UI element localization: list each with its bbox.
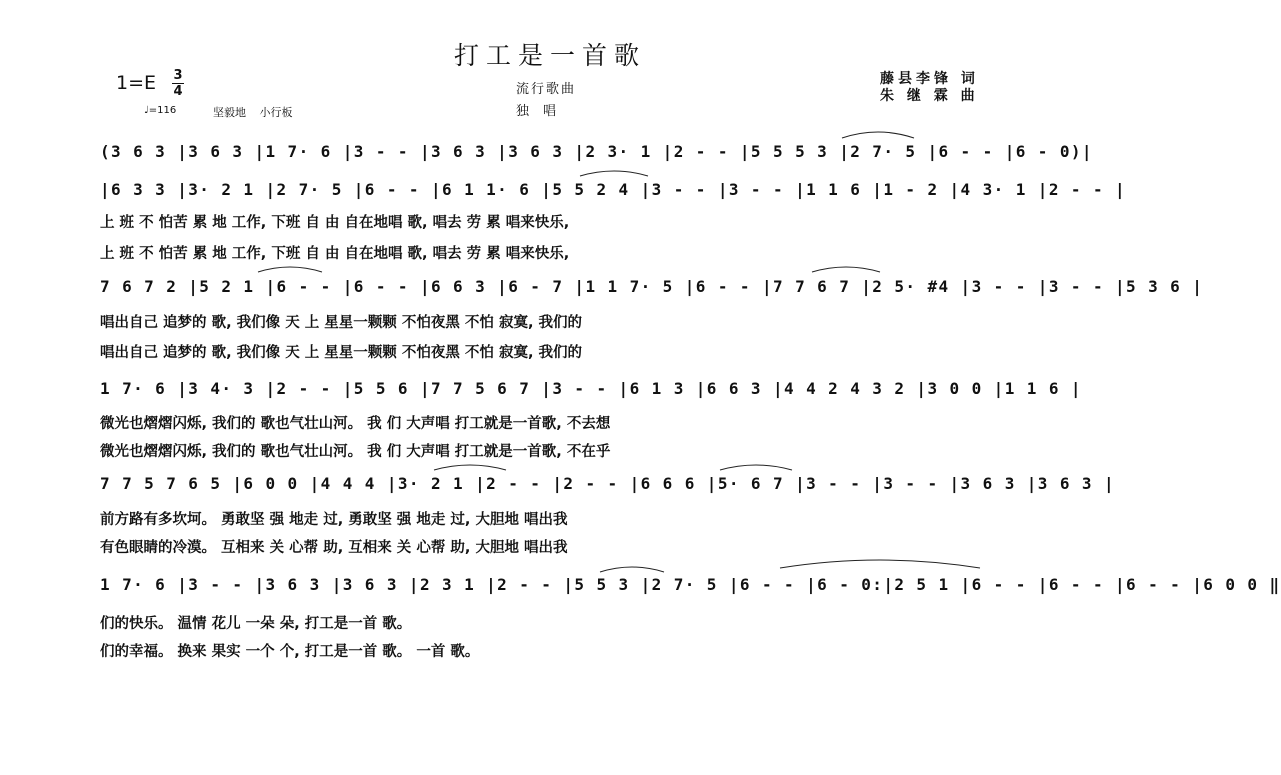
notation-line-4: 1 7· 6 |3 4· 3 |2 - - |5 5 6 |7 7 5 6 7 |3 - - |6 1 3 |6 6 3 |4 4 2 4 3 2 |3 0 0 |1 1 6 |	[100, 379, 1082, 398]
time-signature-bottom: 4	[173, 84, 183, 99]
notation-line-2: |6 3 3 |3· 2 1 |2 7· 5 |6 - - |6 1 1· 6 |5 5 2 4 |3 - - |3 - - |1 1 6 |1 - 2 |4 3· 1 |2 - - |	[100, 180, 1127, 199]
lyric-line-4-verse-1: 微光也熠熠闪烁, 我们的 歌也气壮山河。 我 们 大声唱 打工就是一首歌, 不去想	[100, 416, 611, 432]
lyric-line-4-verse-2: 微光也熠熠闪烁, 我们的 歌也气壮山河。 我 们 大声唱 打工就是一首歌, 不在乎	[100, 444, 611, 460]
lyric-line-3-verse-1: 唱出自己 追梦的 歌, 我们像 天 上 星星一颗颗 不怕夜黑 不怕 寂寞, 我们的	[100, 315, 582, 331]
slur-mark	[580, 171, 648, 176]
notation-line-6: 1 7· 6 |3 - - |3 6 3 |3 6 3 |2 3 1 |2 - - |5 5 3 |2 7· 5 |6 - - |6 - 0:|2 5 1 |6 - - |6 - - |6 - - |6 0 0 ‖	[100, 575, 1281, 594]
time-signature-top: 3	[173, 68, 183, 83]
slur-mark	[720, 465, 792, 470]
lyric-line-6-verse-1: 们的快乐。 温情 花儿 一朵 朵, 打工是一首 歌。	[100, 616, 412, 632]
performance-mode: 独唱	[516, 104, 571, 119]
composer-credit: 朱 继 霖 曲	[880, 88, 979, 104]
lyricist-credit: 藤县李锋 词	[880, 71, 979, 87]
lyric-line-5-verse-1: 前方路有多坎坷。 勇敢坚 强 地走 过, 勇敢坚 强 地走 过, 大胆地 唱出我	[100, 512, 568, 528]
song-title: 打工是一首歌	[453, 41, 646, 70]
lyric-line-3-verse-2: 唱出自己 追梦的 歌, 我们像 天 上 星星一颗颗 不怕夜黑 不怕 寂寞, 我们的	[100, 345, 582, 361]
genre-label: 流行歌曲	[516, 82, 577, 97]
slur-mark	[600, 567, 664, 572]
slur-mark	[812, 267, 880, 272]
tempo-marking: ♩=116	[144, 105, 177, 116]
time-signature	[172, 69, 184, 98]
key-signature: 1=E	[116, 72, 157, 94]
notation-line-5: 7 7 5 7 6 5 |6 0 0 |4 4 4 |3· 2 1 |2 - - |2 - - |6 6 6 |5· 6 7 |3 - - |3 - - |3 6 3 |3 6 3 |	[100, 474, 1116, 493]
slur-mark	[842, 132, 914, 138]
lyric-line-2-verse-1: 上 班 不 怕苦 累 地 工作, 下班 自 由 自在地唱 歌, 唱去 劳 累 唱来快乐,	[100, 215, 570, 231]
expression-marking: 坚毅地 小行板	[213, 106, 293, 119]
notation-line-1: (3 6 3 |3 6 3 |1 7· 6 |3 - - |3 6 3 |3 6 3 |2 3· 1 |2 - - |5 5 5 3 |2 7· 5 |6 - - |6 - 0)|	[100, 142, 1093, 161]
slur-mark	[434, 465, 506, 470]
slur-mark	[780, 560, 980, 568]
lyric-line-2-verse-2: 上 班 不 怕苦 累 地 工作, 下班 自 由 自在地唱 歌, 唱去 劳 累 唱来快乐,	[100, 246, 570, 262]
lyric-line-6-verse-2: 们的幸福。 换来 果实 一个 个, 打工是一首 歌。 一首 歌。	[100, 644, 480, 660]
lyric-line-5-verse-2: 有色眼睛的冷漠。 互相来 关 心帮 助, 互相来 关 心帮 助, 大胆地 唱出我	[100, 540, 568, 556]
notation-line-3: 7 6 7 2 |5 2 1 |6 - - |6 - - |6 6 3 |6 - 7 |1 1 7· 5 |6 - - |7 7 6 7 |2 5· #4 |3 - - |3 - - |5 3 6 |	[100, 277, 1204, 296]
slur-mark	[258, 267, 322, 272]
